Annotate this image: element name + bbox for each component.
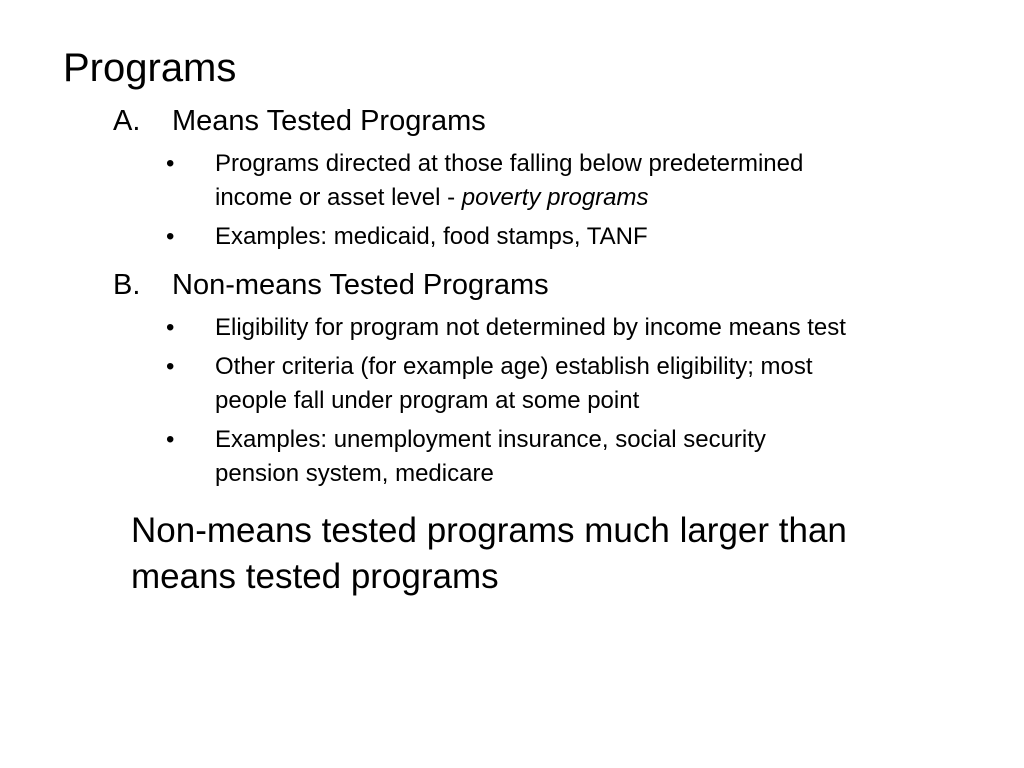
bullet-item [0, 220, 1024, 254]
bullet-list [0, 311, 1024, 491]
slide-title: Programs [63, 46, 237, 90]
bullet-dot: • [166, 150, 175, 177]
section-letter: A. [113, 105, 141, 137]
section-heading [0, 266, 1024, 304]
bullet-emphasis: poverty programs [461, 184, 649, 211]
bullet-text-line: Programs directed at those falling below predetermined [215, 150, 804, 177]
note-line: Non-means tested programs much larger than [131, 511, 847, 550]
bullet-text [215, 147, 985, 215]
section-means-tested [0, 102, 1024, 254]
bullet-item [0, 423, 1024, 491]
section-letter: B. [113, 269, 141, 301]
conclusion-note [131, 508, 961, 600]
bullet-text-line: Examples: unemployment insurance, social security [215, 426, 766, 453]
bullet-text: Eligibility for program not determined by income means test [215, 314, 846, 341]
bullet-text-line: income or asset level - [215, 184, 462, 211]
bullet-dot: • [166, 426, 175, 453]
bullet-dot: • [166, 353, 175, 380]
bullet-dot: • [166, 223, 175, 250]
section-heading [0, 102, 1024, 140]
bullet-text [215, 350, 985, 418]
bullet-item [0, 147, 1024, 215]
section-label: Non-means Tested Programs [172, 269, 549, 301]
bullet-item [0, 350, 1024, 418]
bullet-text-line: people fall under program at some point [215, 387, 640, 414]
note-line: means tested programs [131, 557, 499, 596]
bullet-item [0, 311, 1024, 345]
bullet-list [0, 147, 1024, 254]
section-label: Means Tested Programs [172, 105, 486, 137]
bullet-dot: • [166, 314, 175, 341]
section-non-means-tested [0, 266, 1024, 491]
bullet-text-line: pension system, medicare [215, 460, 494, 487]
bullet-text-line: Other criteria (for example age) establish eligibility; most [215, 353, 813, 380]
bullet-text [215, 423, 985, 491]
bullet-text: Examples: medicaid, food stamps, TANF [215, 223, 648, 250]
